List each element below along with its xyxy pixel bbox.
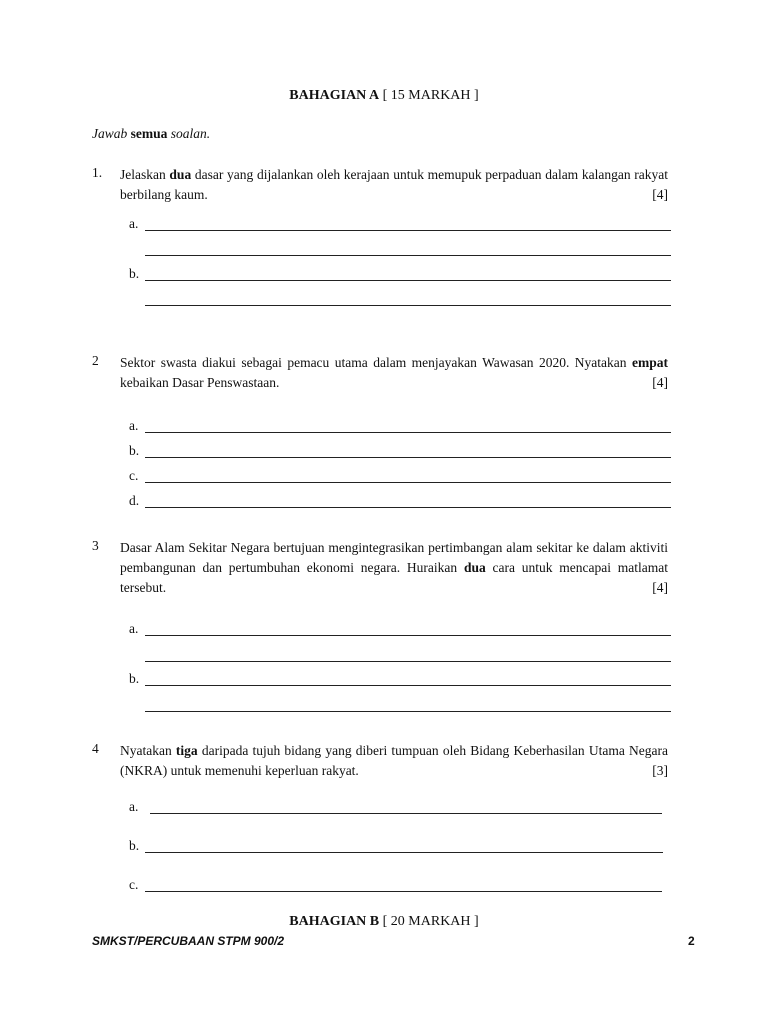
section-a-title-bold: BAHAGIAN A	[289, 88, 380, 103]
question-text	[120, 165, 668, 205]
instruction-bold: semua	[130, 126, 168, 141]
question-number: 3	[92, 538, 99, 553]
answer-line[interactable]	[145, 482, 671, 483]
question-marks: [4]	[652, 375, 668, 390]
instruction	[92, 126, 210, 142]
question-text-pre: Dasar Alam Sekitar Negara bertujuan mengintegrasikan pertimbangan alam sekitar ke dalam aktiviti pembangunan dan pertumbuhan ekonomi negara. Huraikan	[120, 540, 668, 575]
instruction-pre: Jawab	[92, 126, 131, 141]
question-keyword: empat	[632, 355, 668, 370]
question-number: 2	[92, 353, 99, 368]
answer-label: a.	[129, 621, 139, 636]
answer-line[interactable]	[145, 852, 663, 853]
answer-line[interactable]	[145, 305, 671, 306]
section-a-title-marks: [ 15 MARKAH ]	[379, 88, 479, 103]
answer-label: b.	[129, 266, 140, 281]
answer-label: a.	[129, 799, 139, 814]
answer-line[interactable]	[145, 711, 671, 712]
question-text-post: kebaikan Dasar Penswastaan.	[120, 375, 280, 390]
answer-label: b.	[129, 671, 140, 686]
question-keyword: dua	[463, 560, 486, 575]
footer-code: SMKST/PERCUBAAN STPM 900/2	[92, 934, 285, 948]
answer-label: a.	[129, 216, 139, 231]
page-number: 2	[688, 934, 695, 948]
answer-line[interactable]	[145, 457, 671, 458]
question-text	[120, 741, 668, 781]
question-marks: [4]	[652, 187, 668, 202]
question-marks: [4]	[652, 580, 668, 595]
question-text-pre: Sektor swasta diakui sebagai pemacu utama dalam menjayakan Wawasan 2020. Nyatakan	[120, 355, 632, 370]
question-keyword: tiga	[175, 743, 198, 758]
answer-label: c.	[129, 468, 139, 483]
answer-line[interactable]	[145, 230, 671, 231]
question-text	[120, 353, 668, 393]
answer-label: b.	[129, 838, 140, 853]
answer-label: c.	[129, 877, 139, 892]
answer-line[interactable]	[150, 813, 662, 814]
answer-line[interactable]	[145, 432, 671, 433]
answer-line[interactable]	[145, 280, 671, 281]
question-number: 1.	[92, 165, 103, 180]
answer-line[interactable]	[145, 255, 671, 256]
answer-label: d.	[129, 493, 140, 508]
question-text	[120, 538, 668, 598]
question-number: 4	[92, 741, 99, 756]
question-text-post: cara untuk mencapai matlamat tersebut.	[120, 560, 668, 595]
question-text-post: daripada tujuh bidang yang diberi tumpuan oleh Bidang Keberhasilan Utama Negara (NKRA) untuk memenuhi keperluan rakyat.	[120, 743, 668, 778]
question-keyword: dua	[169, 167, 192, 182]
section-b-title	[0, 914, 768, 930]
answer-line[interactable]	[145, 635, 671, 636]
question-marks: [3]	[652, 763, 668, 778]
answer-line[interactable]	[145, 507, 671, 508]
answer-label: b.	[129, 443, 140, 458]
question-text-pre: Nyatakan	[120, 743, 176, 758]
section-a-title	[0, 88, 768, 104]
answer-line[interactable]	[145, 661, 671, 662]
section-b-title-bold: BAHAGIAN B	[289, 914, 380, 929]
instruction-post: soalan.	[167, 126, 211, 141]
answer-line[interactable]	[145, 685, 671, 686]
section-b-title-marks: [ 20 MARKAH ]	[379, 914, 479, 929]
question-text-pre: Jelaskan	[120, 167, 170, 182]
answer-line[interactable]	[145, 891, 662, 892]
question-text-post: dasar yang dijalankan oleh kerajaan untuk memupuk perpaduan dalam kalangan rakyat berbilang kaum.	[120, 167, 668, 202]
answer-label: a.	[129, 418, 139, 433]
